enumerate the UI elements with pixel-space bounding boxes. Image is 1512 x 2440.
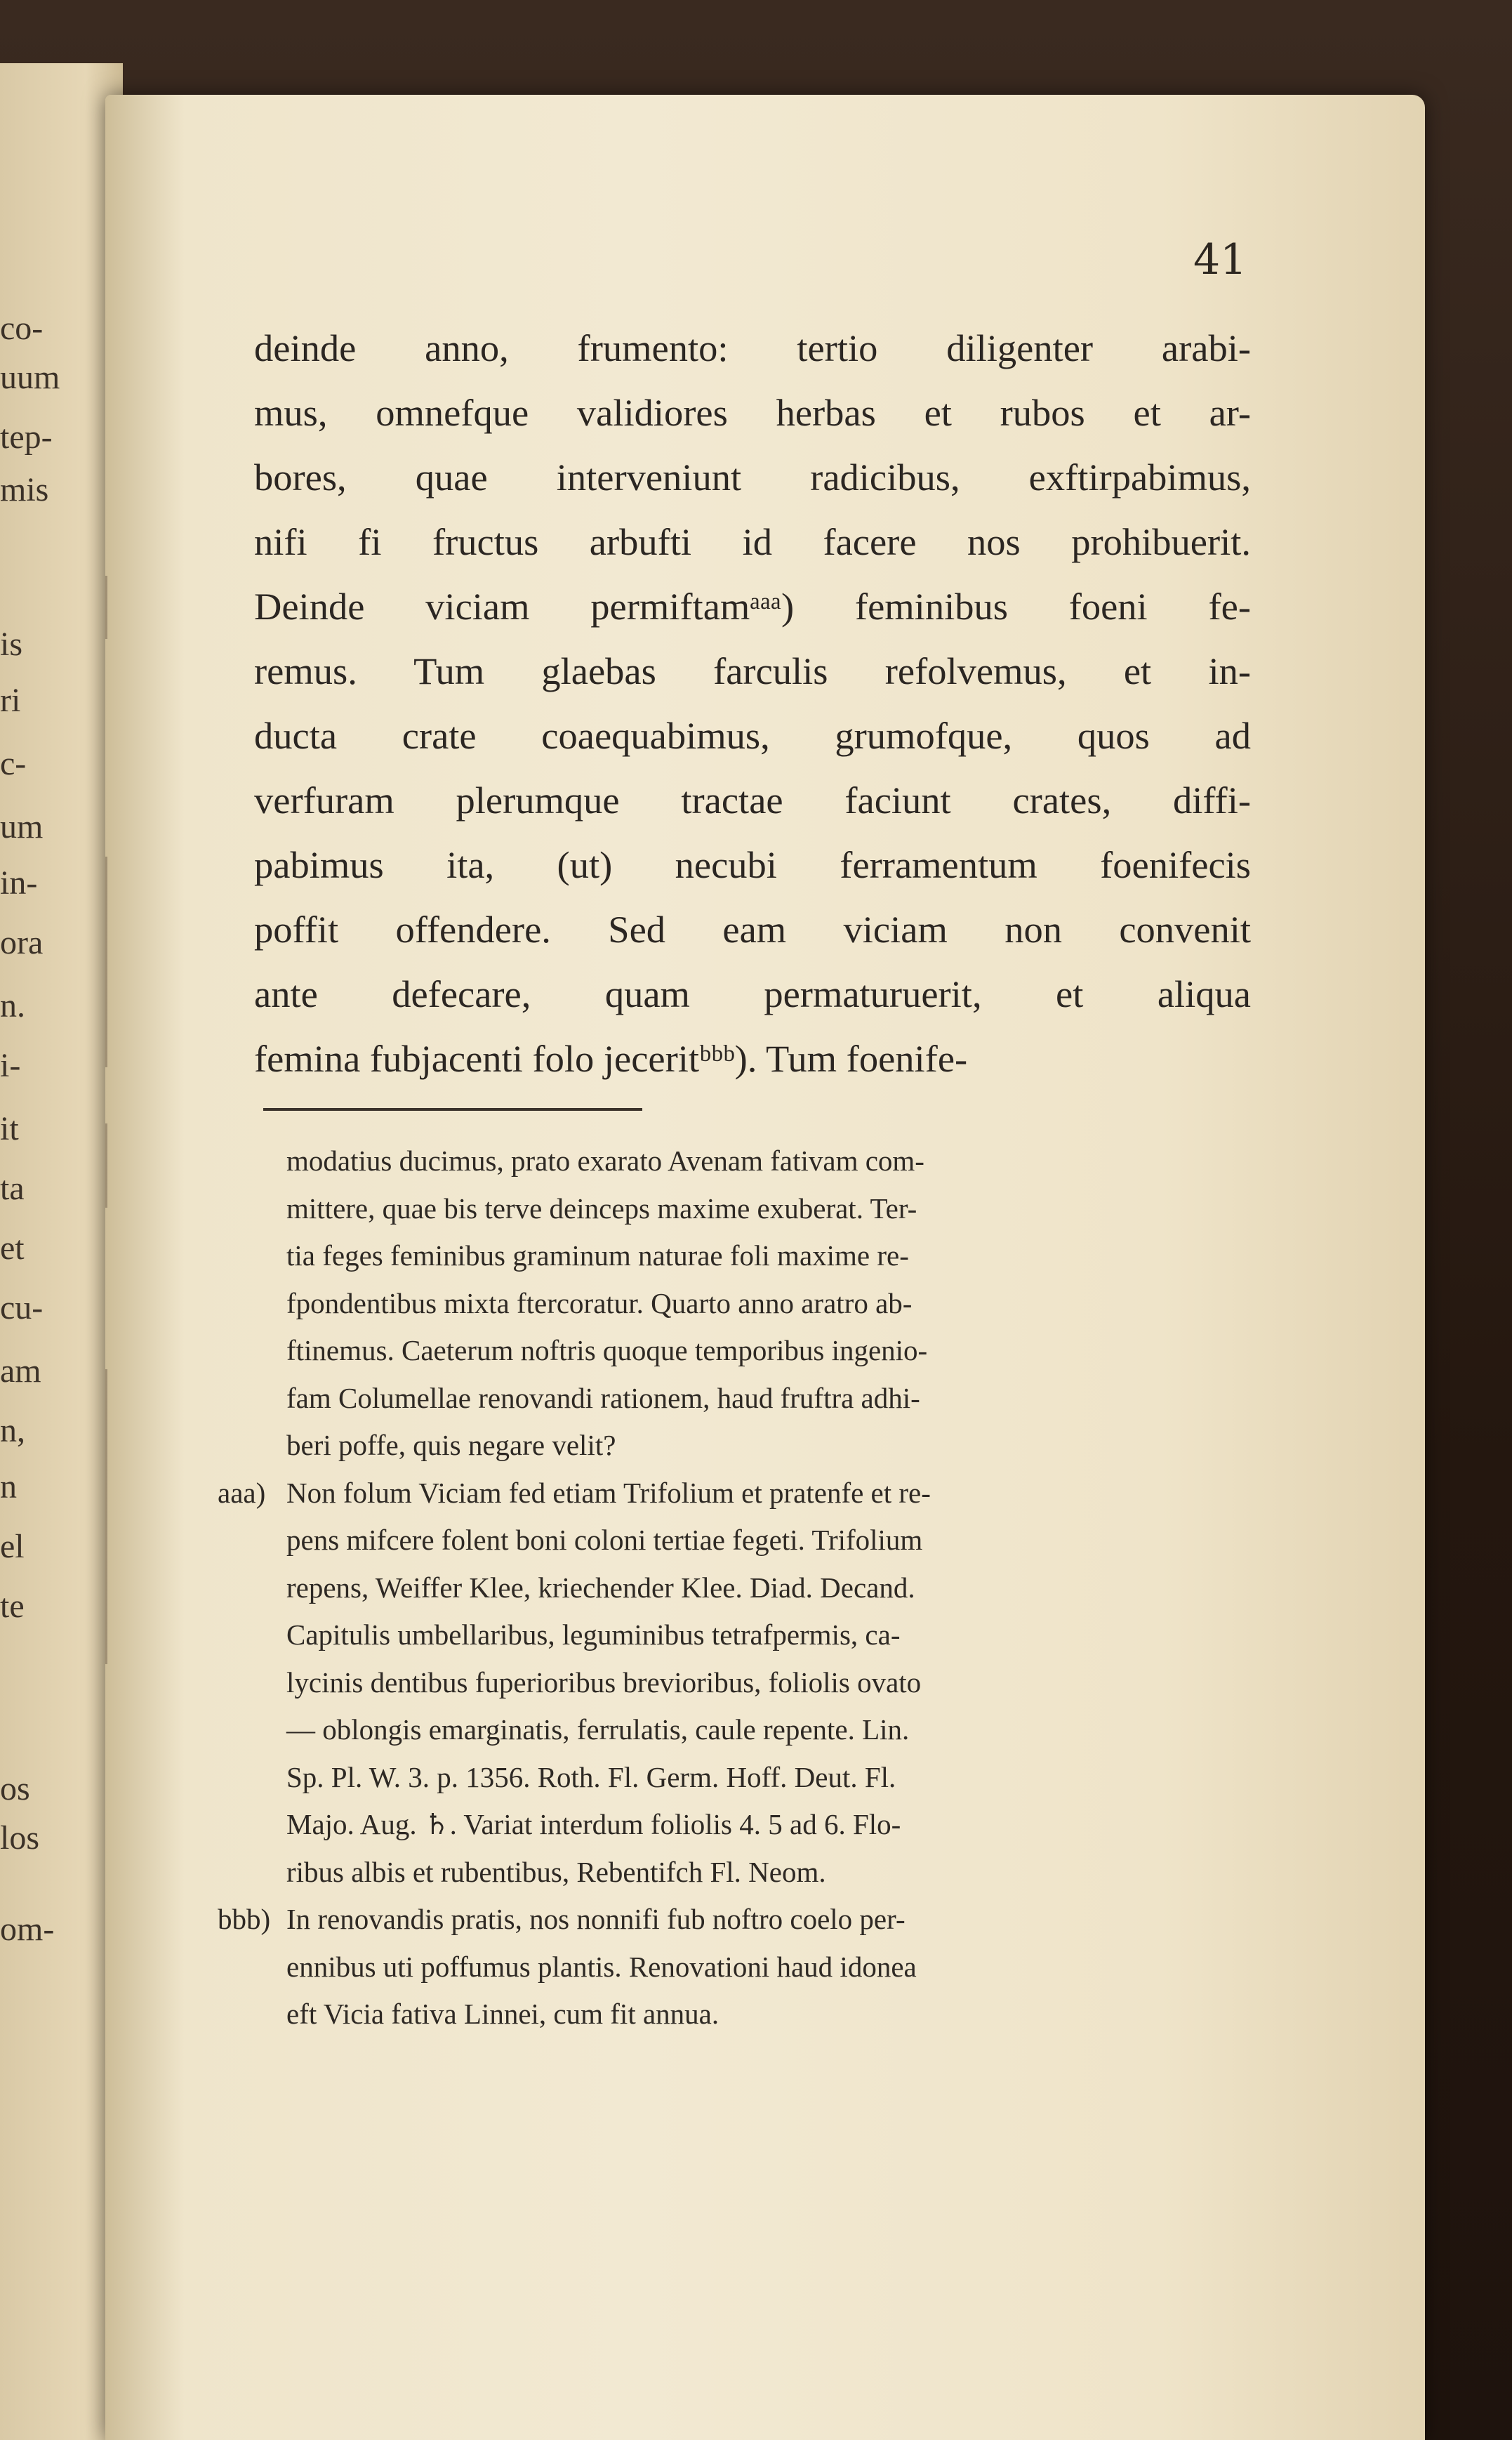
footnote-label: bbb): [218, 1903, 271, 1935]
left-page-fragment: om-: [0, 1911, 55, 1948]
text-line: remus. Tum glaebas farculis refolvemus, et in-: [254, 649, 1251, 692]
footnote-line: eft Vicia fativa Linnei, cum fit annua.: [286, 1998, 719, 2030]
footnote-continuation-line: ftinemus. Caeterum noftris quoque temporibus ingenio-: [286, 1334, 928, 1366]
left-page-fragment: os: [0, 1770, 30, 1807]
left-page-fragment: los: [0, 1819, 40, 1857]
footnote-line: Sp. Pl. W. 3. p. 1356. Roth. Fl. Germ. Hoff. Deut. Fl.: [286, 1760, 896, 1793]
left-page-fragment: in-: [0, 864, 38, 902]
left-page-fragment: el: [0, 1528, 25, 1565]
left-page-fragment: c-: [0, 745, 27, 782]
footnote-continuation-line: fpondentibus mixta ftercoratur. Quarto anno aratro ab-: [286, 1286, 913, 1319]
footnote-line: repens, Weiffer Klee, kriechender Klee. Diad. Decand.: [286, 1571, 915, 1604]
footnote-line: ribus albis et rubentibus, Rebentifch Fl. Neom.: [286, 1855, 826, 1888]
footnote-label: aaa): [218, 1476, 266, 1509]
left-page-fragment: is: [0, 626, 23, 663]
left-page-fragment: it: [0, 1110, 19, 1147]
footnote-line: Majo. Aug. ♄. Variat interdum foliolis 4. 5 ad 6. Flo-: [286, 1808, 901, 1840]
text-line: ante defecare, quam permaturuerit, et aliqua: [254, 972, 1251, 1015]
footnotes-block: [218, 1137, 1255, 2038]
text-line: mus, omnefque validiores herbas et rubos et ar-: [254, 391, 1251, 434]
left-page-fragment: ta: [0, 1170, 25, 1207]
left-page-fragment: ora: [0, 924, 44, 961]
footnote-continuation-line: modatius ducimus, prato exarato Avenam fativam com-: [286, 1145, 924, 1177]
main-text-block: [254, 316, 1251, 1091]
left-page-fragment: n: [0, 1468, 17, 1505]
text-line: ducta crate coaequabimus, grumofque, quos ad: [254, 714, 1251, 757]
left-page-fragment: ri: [0, 682, 21, 719]
footnote-bbb: [218, 1896, 1255, 1944]
left-page-fragment: cu-: [0, 1289, 44, 1326]
text-line: nifi fi fructus arbufti id facere nos prohibuerit.: [254, 520, 1251, 563]
text-line: deinde anno, frumento: tertio diligenter arabi-: [254, 327, 1251, 369]
footnote-line: In renovandis pratis, nos nonnifi fub noftro coelo per-: [286, 1903, 906, 1935]
footnote-continuation-line: fam Columellae renovandi rationem, haud fruftra adhi-: [286, 1381, 920, 1414]
text-line: Deinde viciam permiftamᵃᵃᵃ) feminibus foeni fe-: [254, 585, 1251, 628]
footnote-line: lycinis dentibus fuperioribus brevioribus, foliolis ovato: [286, 1666, 922, 1699]
left-page-fragment: um: [0, 808, 44, 845]
text-line: femina fubjacenti folo jeceritᵇᵇᵇ). Tum foenife-: [254, 1037, 968, 1080]
text-line: bores, quae interveniunt radicibus, exftirpabimus,: [254, 456, 1251, 499]
left-page-fragment: et: [0, 1229, 25, 1267]
footnote-line: pens mifcere folent boni coloni tertiae fegeti. Trifolium: [286, 1524, 923, 1556]
footnote-line: — oblongis emarginatis, ferrulatis, caule repente. Lin.: [286, 1713, 910, 1746]
left-page-fragment: te: [0, 1588, 25, 1625]
footnote-continuation-line: beri poffe, quis negare velit?: [286, 1429, 616, 1461]
text-line: poffit offendere. Sed eam viciam non convenit: [254, 908, 1251, 951]
footnote-line: ennibus uti poffumus plantis. Renovationi haud idonea: [286, 1950, 917, 1983]
footnote-line: Capitulis umbellaribus, leguminibus tetrafpermis, ca-: [286, 1618, 901, 1651]
left-page-fragment: n.: [0, 987, 25, 1024]
left-page-fragment: tep-: [0, 418, 53, 456]
left-page-fragment: co-: [0, 310, 44, 347]
left-page-fragment: uum: [0, 359, 60, 396]
left-page-fragment: am: [0, 1352, 41, 1390]
text-line: pabimus ita, (ut) necubi ferramentum foenifecis: [254, 843, 1251, 886]
text-line: verfuram plerumque tractae faciunt crates, diffi-: [254, 779, 1251, 822]
left-page-fragment: n,: [0, 1412, 25, 1449]
page-number: 41: [1193, 235, 1247, 284]
left-page-fragment: mis: [0, 471, 49, 508]
footnote-separator-rule: [263, 1108, 642, 1111]
left-page-fragment: i-: [0, 1047, 21, 1084]
footnote-continuation-line: mittere, quae bis terve deinceps maxime exuberat. Ter-: [286, 1192, 917, 1225]
footnote-continuation-line: tia feges feminibus graminum naturae foli maxime re-: [286, 1239, 909, 1272]
footnote-line: Non folum Viciam fed etiam Trifolium et pratenfe et re-: [286, 1476, 931, 1509]
footnote-aaa: [218, 1470, 1255, 1517]
